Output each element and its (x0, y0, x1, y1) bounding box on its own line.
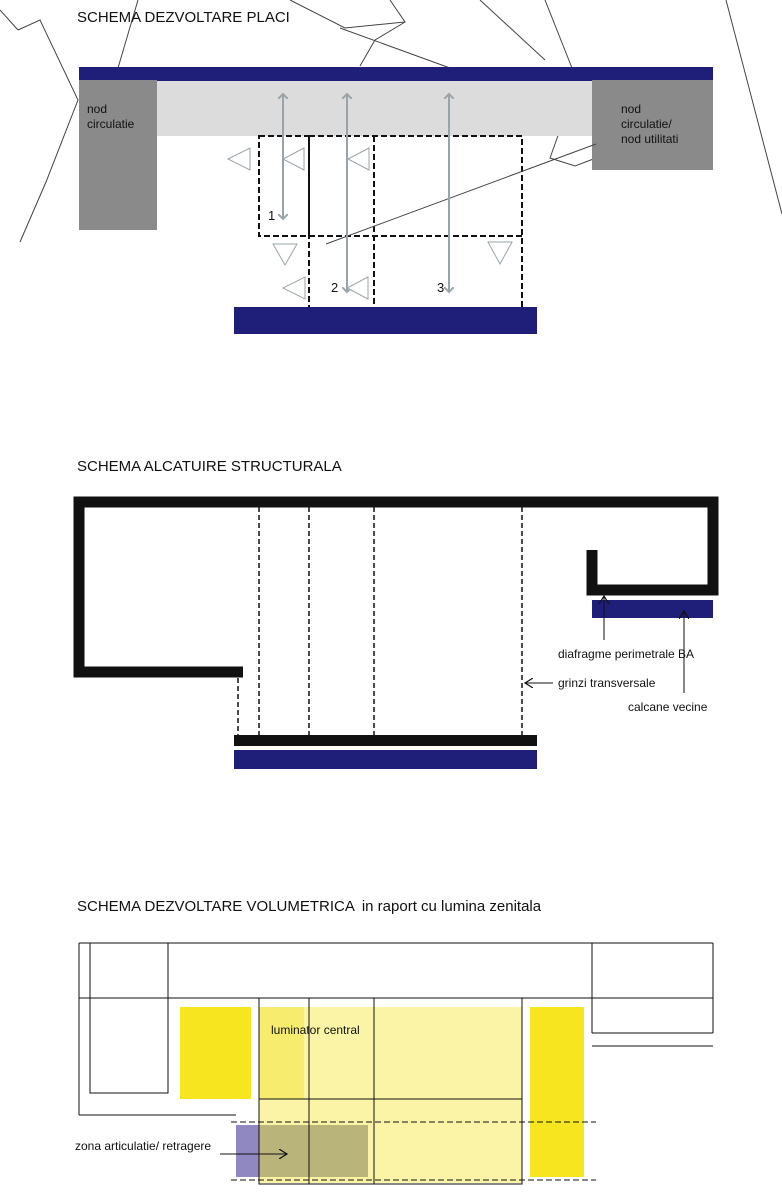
callout-label: diafragme perimetrale BA (558, 647, 695, 661)
span-label: 1 (268, 208, 276, 223)
neighbor-wall-right (592, 600, 713, 618)
bottom-diaphragm (234, 735, 537, 746)
triangle-left-arrow-icon (347, 277, 368, 299)
light-well-left (180, 1007, 251, 1099)
span-label: 3 (437, 280, 445, 295)
direction-triangles (228, 148, 512, 299)
triangle-left-arrow-icon (283, 148, 304, 170)
neighbor-wall-bottom (234, 750, 537, 769)
transverse-beams (238, 507, 522, 735)
triangle-left-arrow-icon (283, 277, 305, 299)
triangle-left-arrow-icon (348, 148, 369, 170)
slab (156, 80, 592, 136)
right-core-label: circulatie/ (621, 117, 672, 131)
section-slab-development (0, 0, 782, 334)
left-core-label: nod (87, 102, 108, 116)
triangle-down-arrow-icon (273, 244, 297, 265)
callout-label: grinzi transversale (558, 676, 656, 690)
articulation-label: zona articulatie/ retragere (75, 1139, 212, 1153)
articulation-zone-olive (259, 1125, 368, 1177)
section-volumetric-development (75, 898, 713, 1184)
bottom-party-wall (234, 307, 537, 334)
skylight-label: luminator central (271, 1023, 360, 1037)
section-title: SCHEMA DEZVOLTARE PLACI (77, 9, 290, 26)
triangle-left-arrow-icon (228, 148, 250, 170)
section-title: SCHEMA DEZVOLTARE VOLUMETRICA in raport cu lumina zenitala (77, 898, 542, 915)
top-party-wall (79, 67, 713, 81)
section-title: SCHEMA ALCATUIRE STRUCTURALA (77, 458, 342, 475)
right-core-label: nod utilitati (621, 132, 679, 146)
light-well-small (259, 1007, 304, 1099)
left-core-label: circulatie (87, 117, 135, 131)
right-core-label: nod (621, 102, 642, 116)
section-structural-layout (77, 458, 713, 769)
callout-label: calcane vecine (628, 700, 708, 714)
articulation-zone-lilac (236, 1125, 259, 1177)
span-label: 2 (331, 280, 339, 295)
triangle-down-arrow-icon (488, 242, 512, 264)
light-well-right (530, 1007, 584, 1177)
